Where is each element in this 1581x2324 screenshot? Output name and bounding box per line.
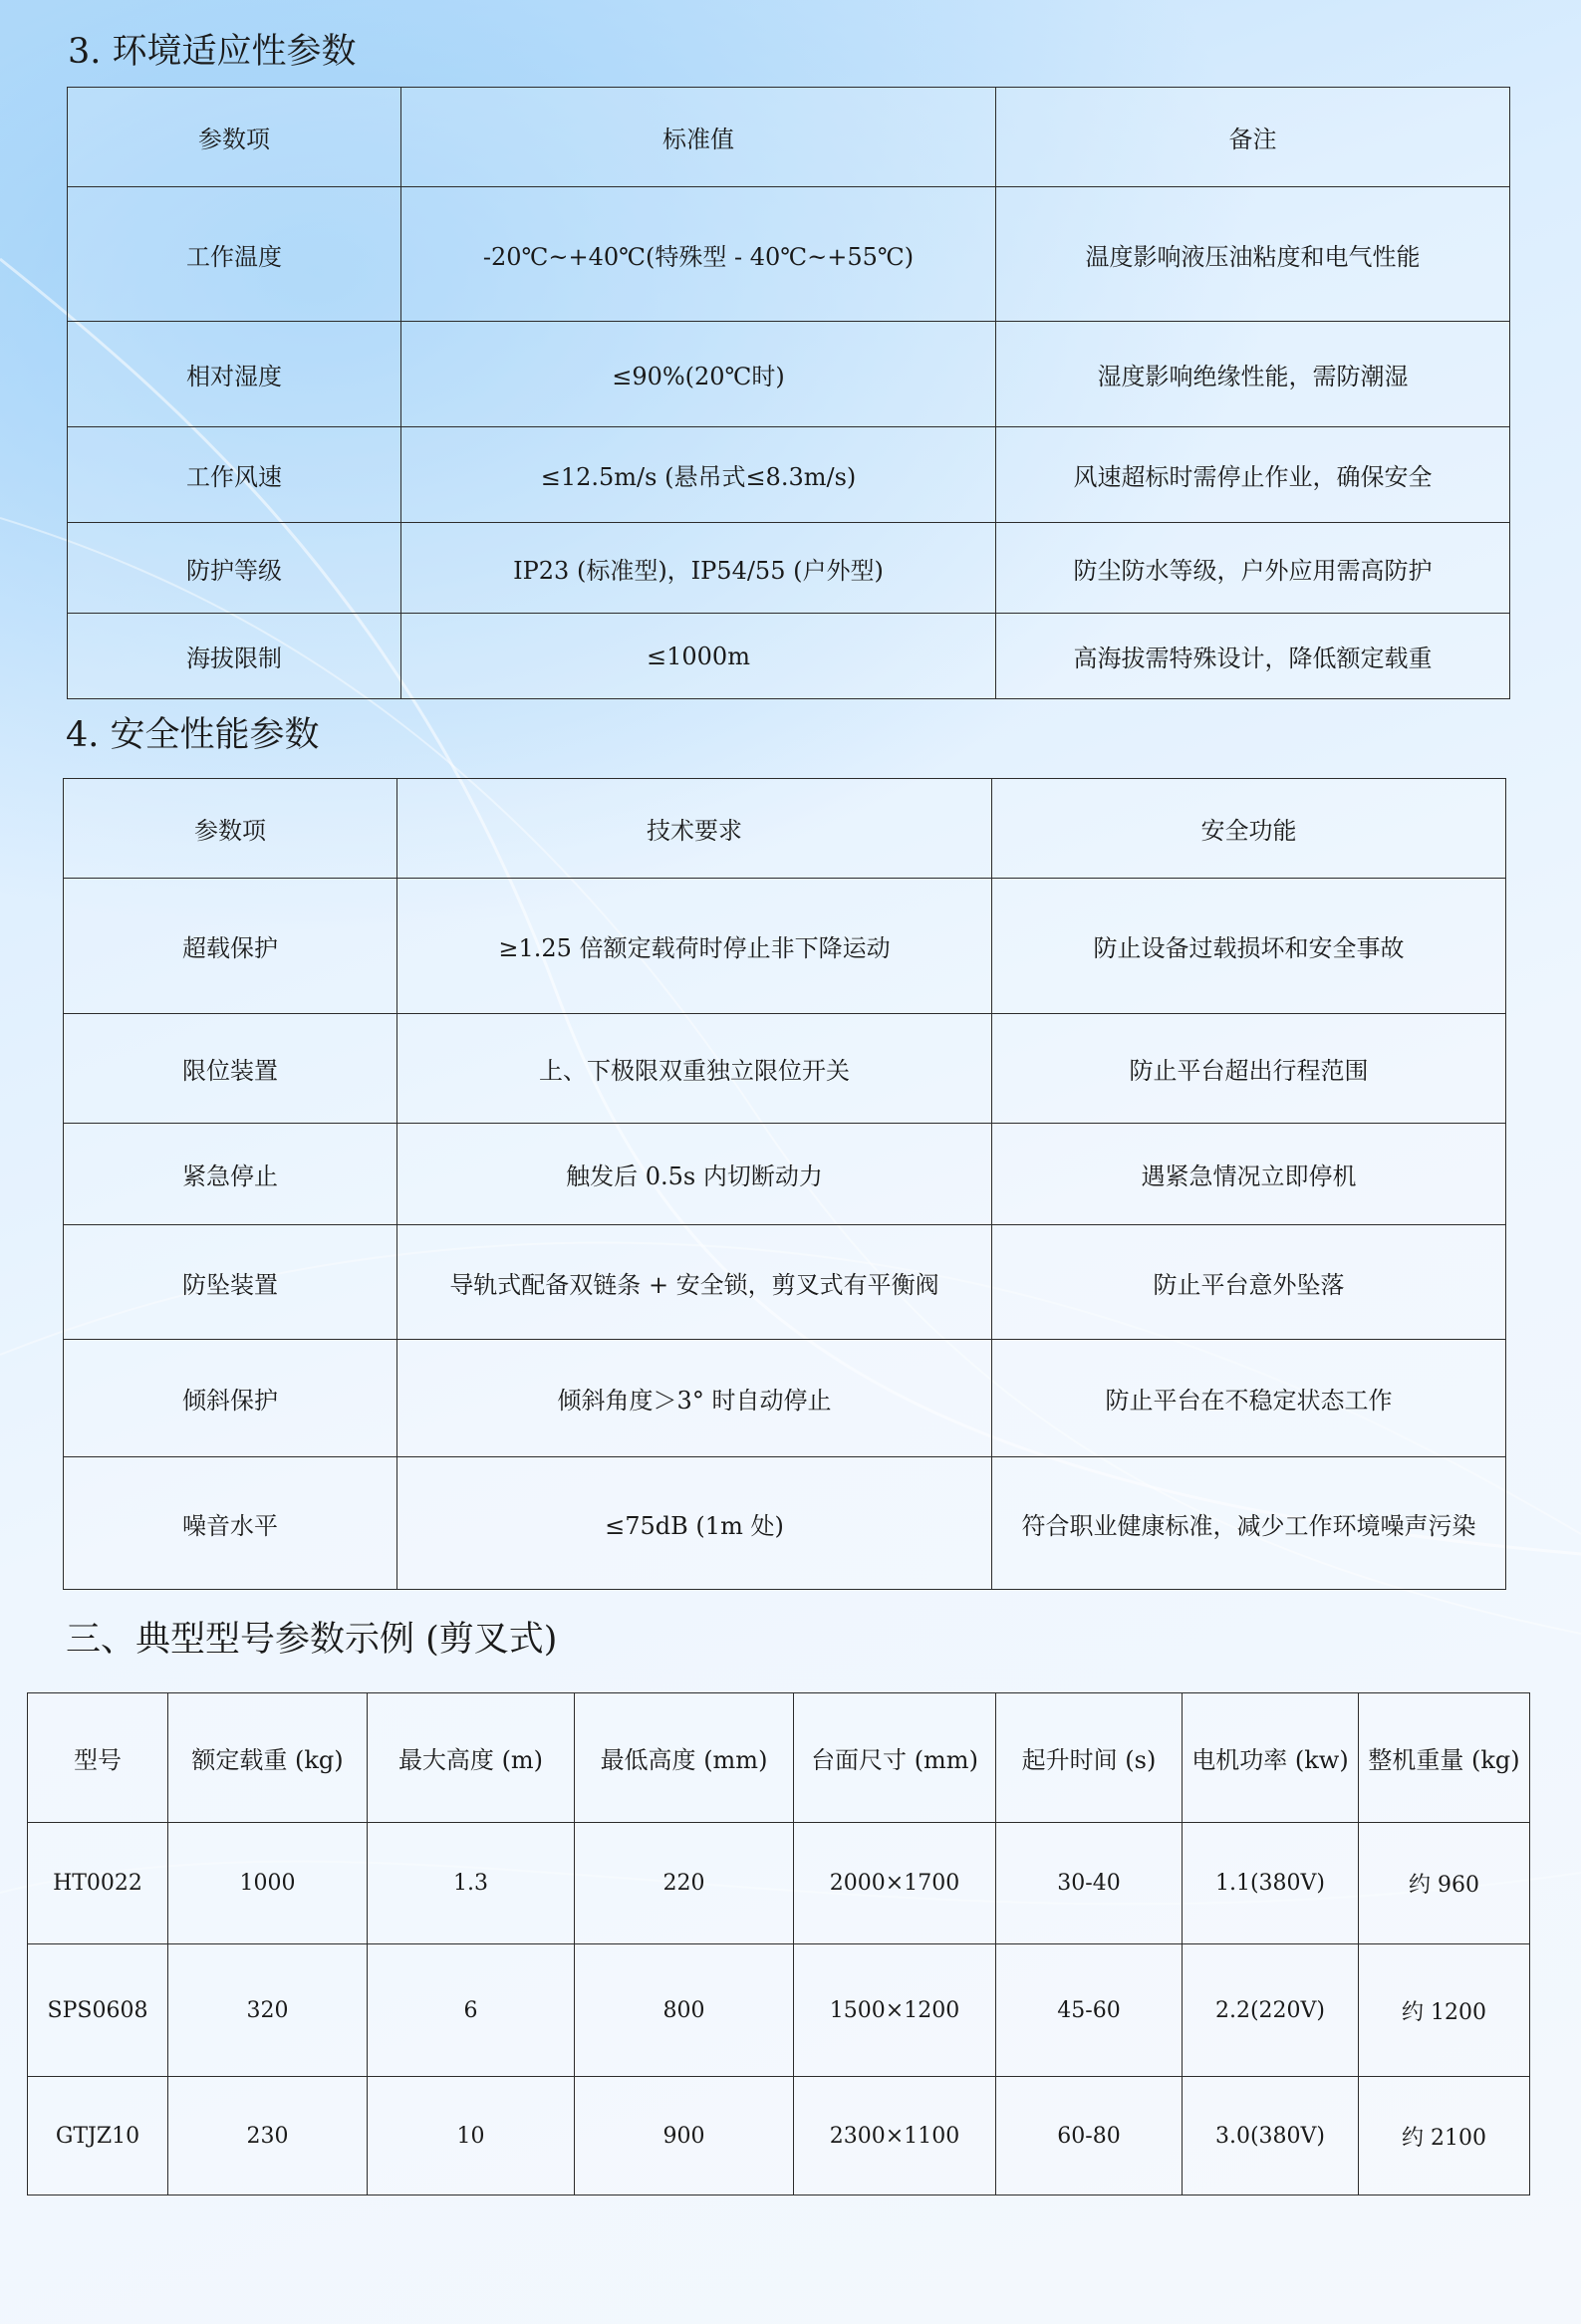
- header-cell: 整机重量 (kg): [1359, 1693, 1530, 1823]
- section-title-models: 三、典型型号参数示例 (剪叉式): [66, 1620, 558, 1660]
- table-header-row: [28, 1693, 1530, 1823]
- header-cell: 安全功能: [992, 779, 1506, 879]
- value-cell: 10: [368, 2077, 575, 2195]
- value-cell: 60-80: [996, 2077, 1183, 2195]
- table-row: [68, 187, 1510, 322]
- note-cell: 符合职业健康标准，减少工作环境噪声污染: [992, 1457, 1506, 1590]
- param-cell: 工作风速: [68, 427, 401, 523]
- param-cell: 噪音水平: [64, 1457, 397, 1590]
- value-cell: 320: [168, 1944, 368, 2077]
- header-cell: 技术要求: [397, 779, 992, 879]
- note-cell: 防尘防水等级，户外应用需高防护: [996, 523, 1510, 614]
- model-cell: SPS0608: [28, 1944, 168, 2077]
- note-cell: 防止平台超出行程范围: [992, 1014, 1506, 1124]
- value-cell: ≤90%(20℃时): [401, 322, 996, 427]
- value-cell: ≥1.25 倍额定载荷时停止非下降运动: [397, 879, 992, 1014]
- value-cell: 45-60: [996, 1944, 1183, 2077]
- value-cell: 1.3: [368, 1823, 575, 1944]
- note-cell: 防止设备过载损坏和安全事故: [992, 879, 1506, 1014]
- value-cell: 1000: [168, 1823, 368, 1944]
- note-cell: 防止平台在不稳定状态工作: [992, 1340, 1506, 1457]
- model-params-table: [27, 1692, 1530, 2195]
- table-row: [64, 1124, 1506, 1225]
- note-cell: 遇紧急情况立即停机: [992, 1124, 1506, 1225]
- note-cell: 温度影响液压油粘度和电气性能: [996, 187, 1510, 322]
- note-cell: 防止平台意外坠落: [992, 1225, 1506, 1340]
- table-header-row: [64, 779, 1506, 879]
- table-row: [28, 1823, 1530, 1944]
- section-title-env: 3. 环境适应性参数: [68, 32, 357, 72]
- value-cell: IP23 (标准型)，IP54/55 (户外型): [401, 523, 996, 614]
- value-cell: 1.1(380V): [1183, 1823, 1359, 1944]
- value-cell: 2.2(220V): [1183, 1944, 1359, 2077]
- param-cell: 紧急停止: [64, 1124, 397, 1225]
- header-cell: 额定载重 (kg): [168, 1693, 368, 1823]
- table-row: [68, 427, 1510, 523]
- param-cell: 工作温度: [68, 187, 401, 322]
- value-cell: 800: [575, 1944, 794, 2077]
- value-cell: 230: [168, 2077, 368, 2195]
- param-cell: 防护等级: [68, 523, 401, 614]
- value-cell: 约 1200: [1359, 1944, 1530, 2077]
- header-cell: 最低高度 (mm): [575, 1693, 794, 1823]
- table-row: [68, 523, 1510, 614]
- value-cell: 约 960: [1359, 1823, 1530, 1944]
- header-cell: 备注: [996, 88, 1510, 187]
- table-row: [64, 1225, 1506, 1340]
- note-cell: 风速超标时需停止作业，确保安全: [996, 427, 1510, 523]
- value-cell: 30-40: [996, 1823, 1183, 1944]
- table-row: [64, 1014, 1506, 1124]
- table-row: [64, 1457, 1506, 1590]
- table-row: [28, 1944, 1530, 2077]
- table-row: [28, 2077, 1530, 2195]
- header-cell: 电机功率 (kw): [1183, 1693, 1359, 1823]
- param-cell: 倾斜保护: [64, 1340, 397, 1457]
- header-cell: 标准值: [401, 88, 996, 187]
- table-row: [68, 322, 1510, 427]
- param-cell: 海拔限制: [68, 614, 401, 699]
- value-cell: 220: [575, 1823, 794, 1944]
- model-cell: GTJZ10: [28, 2077, 168, 2195]
- header-cell: 起升时间 (s): [996, 1693, 1183, 1823]
- table-row: [64, 1340, 1506, 1457]
- note-cell: 高海拔需特殊设计，降低额定载重: [996, 614, 1510, 699]
- value-cell: ≤75dB (1m 处): [397, 1457, 992, 1590]
- value-cell: 3.0(380V): [1183, 2077, 1359, 2195]
- value-cell: 导轨式配备双链条 + 安全锁，剪叉式有平衡阀: [397, 1225, 992, 1340]
- note-cell: 湿度影响绝缘性能，需防潮湿: [996, 322, 1510, 427]
- value-cell: 900: [575, 2077, 794, 2195]
- value-cell: 2000×1700: [794, 1823, 996, 1944]
- header-cell: 型号: [28, 1693, 168, 1823]
- value-cell: 6: [368, 1944, 575, 2077]
- value-cell: 触发后 0.5s 内切断动力: [397, 1124, 992, 1225]
- value-cell: ≤1000m: [401, 614, 996, 699]
- safety-params-table: [63, 778, 1506, 1590]
- param-cell: 限位装置: [64, 1014, 397, 1124]
- value-cell: 约 2100: [1359, 2077, 1530, 2195]
- section-title-safety: 4. 安全性能参数: [66, 715, 320, 755]
- table-header-row: [68, 88, 1510, 187]
- header-cell: 最大高度 (m): [368, 1693, 575, 1823]
- value-cell: 1500×1200: [794, 1944, 996, 2077]
- param-cell: 超载保护: [64, 879, 397, 1014]
- header-cell: 参数项: [64, 779, 397, 879]
- value-cell: -20℃~+40℃(特殊型 - 40℃~+55℃): [401, 187, 996, 322]
- model-cell: HT0022: [28, 1823, 168, 1944]
- value-cell: 上、下极限双重独立限位开关: [397, 1014, 992, 1124]
- value-cell: ≤12.5m/s (悬吊式≤8.3m/s): [401, 427, 996, 523]
- env-params-table: [67, 87, 1510, 699]
- header-cell: 台面尺寸 (mm): [794, 1693, 996, 1823]
- value-cell: 倾斜角度＞3° 时自动停止: [397, 1340, 992, 1457]
- param-cell: 相对湿度: [68, 322, 401, 427]
- value-cell: 2300×1100: [794, 2077, 996, 2195]
- header-cell: 参数项: [68, 88, 401, 187]
- table-row: [68, 614, 1510, 699]
- table-row: [64, 879, 1506, 1014]
- param-cell: 防坠装置: [64, 1225, 397, 1340]
